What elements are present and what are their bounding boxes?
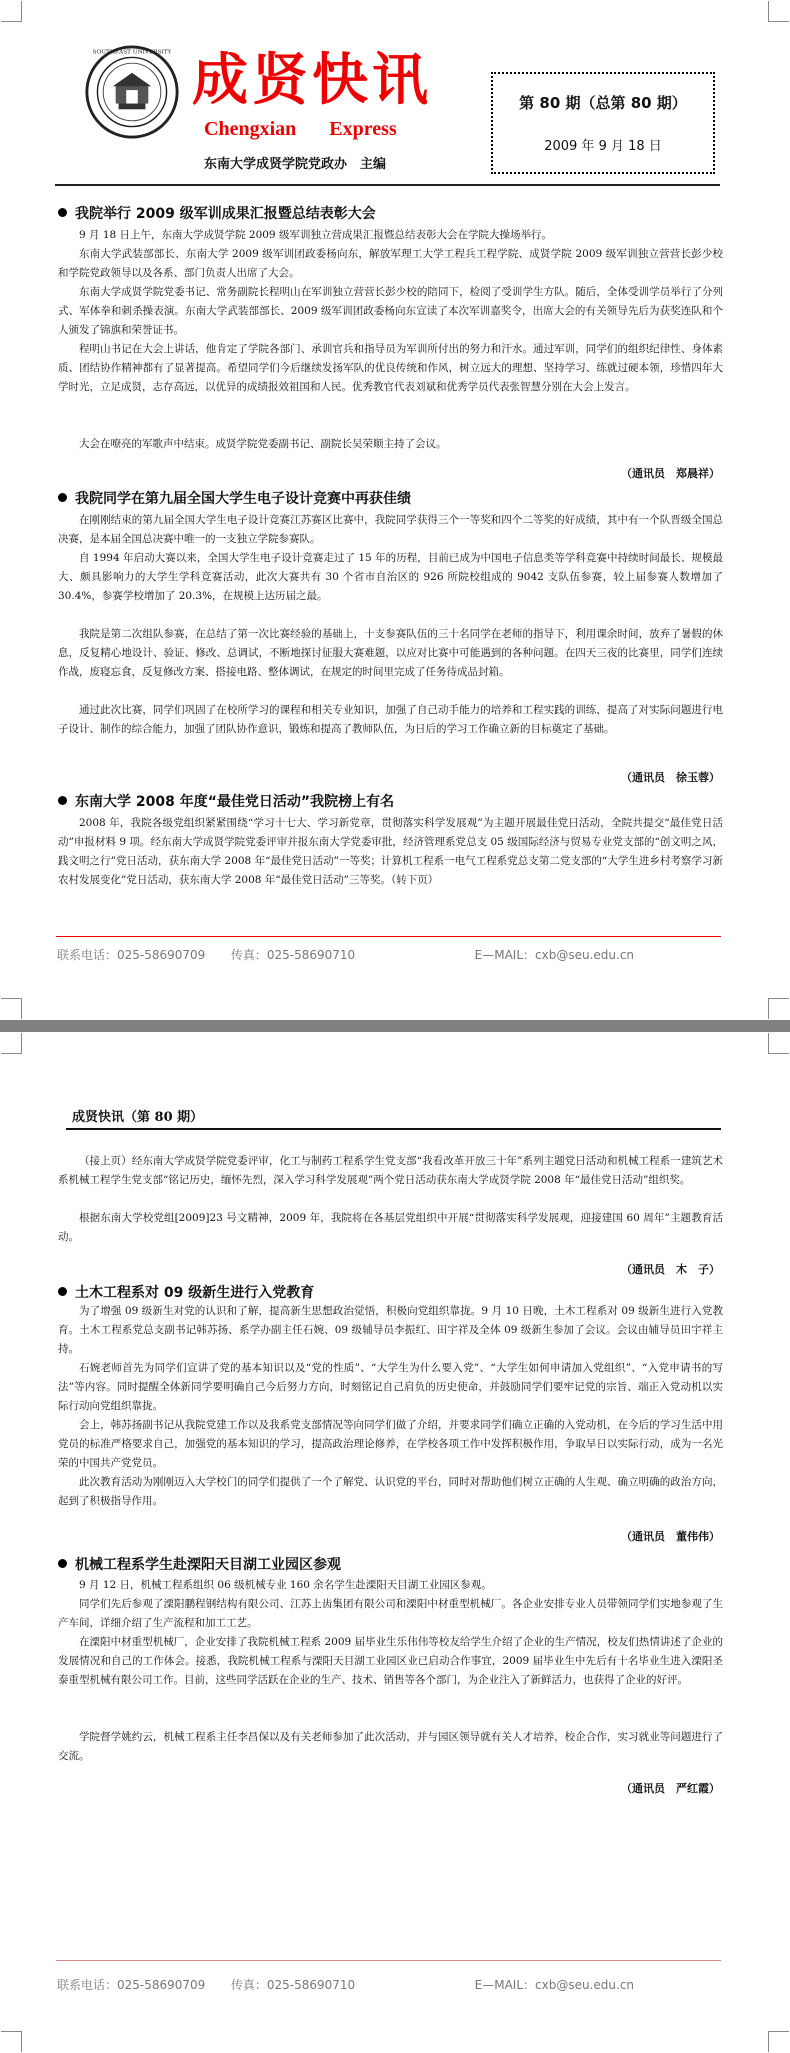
article-paragraph: 根据东南大学校党组[2009]23 号文精神，2009 年，我院将在各基层党组织中开展“贯彻落实科学发展观，迎接建国 60 周年”主题教育活动。	[58, 1212, 723, 1243]
issue-date: 2009 年 9 月 18 日	[544, 139, 662, 154]
page-footer	[57, 946, 634, 963]
crop-mark	[768, 2031, 789, 2052]
headline-text: 我院举行 2009 级军训成果汇报暨总结表彰大会	[75, 206, 376, 222]
article-paragraph: 会上，韩苏扬副书记从我院党建工作以及我系党支部情况等向同学们做了介绍，并要求同学们确立正确的入党动机，在今后的学习生活中用党员的标准严格要求自己，加强党的基本知识的学习，提高政治理论修养，在学校各项工作中发挥积极作用，争取早日以实际行动，成为一名光荣的中国共产党党员。	[58, 1419, 723, 1469]
issue-number: 第 80 期（总第 80 期）	[519, 94, 687, 112]
svg-text:SOUTHEAST UNIVERSITY: SOUTHEAST UNIVERSITY	[92, 49, 172, 56]
footer-email: E—MAIL：cxb@seu.edu.cn	[474, 1978, 635, 1992]
issue-info-box	[491, 72, 715, 174]
crop-mark	[768, 998, 789, 1019]
page-1	[0, 0, 790, 1020]
article-paragraph: 在刚刚结束的第九届全国大学生电子设计竞赛江苏赛区比赛中，我院同学获得三个一等奖和四个二等奖的好成绩，其中有一个队晋级全国总决赛，是本届全国总决赛中唯一的一支独立学院参赛队。	[58, 514, 723, 545]
article-headline	[58, 791, 394, 811]
article-byline: （通讯员 董伟伟）	[621, 1530, 720, 1543]
bullet-icon	[58, 796, 67, 805]
article-byline: （通讯员 木 子）	[621, 1263, 720, 1276]
article-paragraph: 我院是第二次组队参赛，在总结了第一次比赛经验的基础上，十支参赛队伍的三十名同学在老师的指导下，利用课余时间，放弃了暑假的休息，反复精心地设计、验证、修改、总调试，不断地探讨征服大赛难题，以应对比赛中可能遇到的各种问题。在四天三夜的比赛里，同学们连续作战，废寝忘食，反复修改方案、搭接电路、整体调试，在规定的时间里完成了任务待成品封箱。	[58, 628, 723, 678]
headline-text: 机械工程系学生赴溧阳天目湖工业园区参观	[75, 1557, 341, 1573]
bullet-icon	[58, 493, 67, 502]
article-headline	[58, 1554, 341, 1574]
crop-mark	[768, 1033, 789, 1054]
crop-mark	[1, 1033, 22, 1054]
article-headline	[58, 488, 411, 508]
article-paragraph: 程明山书记在大会上讲话，他肯定了学院各部门、承训官兵和指导员为军训所付出的努力和汗水。通过军训，同学们的组织纪律性、身体素质、团结协作精神都有了显著提高。希望同学们今后继续发扬军队的优良传统和作风，树立远大的理想、坚持学习、练就过硬本领，珍惜四年大学时光，立足成贤，志存高远，以优异的成绩报效祖国和人民。优秀教官代表刘斌和优秀学员代表张智慧分别在大会上发言。	[58, 343, 723, 393]
article-paragraph: 学院督学姚约云，机械工程系主任李昌保以及有关老师参加了此次活动，并与园区领导就有关人才培养，校企合作，实习就业等问题进行了交流。	[58, 1731, 723, 1762]
footer-email: E—MAIL：cxb@seu.edu.cn	[474, 948, 635, 962]
article-paragraph: 大会在嘹亮的军歌声中结束。成贤学院党委副书记、副院长吴荣顺主持了会议。	[79, 438, 447, 450]
footer-fax: 传真：025-58690710	[230, 1978, 356, 1992]
university-seal-logo	[84, 44, 180, 140]
article-paragraph: 同学们先后参观了溧阳鹏程钢结构有限公司、江苏上齿集团有限公司和溧阳中材重型机械厂。各企业安排专业人员带领同学们实地参观了生产车间，详细介绍了生产流程和加工工艺。	[58, 1598, 723, 1629]
article-paragraph: 石婉老师首先为同学们宣讲了党的基本知识以及“党的性质”、“大学生为什么要入党”、“大学生如何申请加入党组织”、“入党申请书的写法”等内容。同时提醒全体新同学要明确自己今后努力方向，时刻铭记自己肩负的历史使命，并鼓励同学们要牢记党的宗旨、端正入党动机以实际行动向党组织靠拢。	[58, 1362, 723, 1412]
article-byline: （通讯员 徐玉蓉）	[621, 771, 720, 784]
headline-text: 土木工程系对 09 级新生进行入党教育	[75, 1285, 315, 1301]
article-paragraph: （接上页）经东南大学成贤学院党委评审，化工与制药工程系学生党支部“我看改革开放三十年”系列主题党日活动和机械工程系一建筑艺术系机械工程学生党支部“铭记历史，缅怀先烈，深入学习科学发展观”两个党日活动获东南大学成贤学院 2008 年“最佳党日活动”组织奖。	[58, 1155, 723, 1186]
article-paragraph: 通过此次比赛，同学们巩固了在校所学习的课程和相关专业知识，加强了自己动手能力的培养和工程实践的训练，提高了对实际问题进行电子设计、制作的综合能力，加强了团队协作意识，锻炼和提高了教师队伍，为日后的学习工作确立新的目标奠定了基础。	[58, 704, 723, 735]
crop-mark	[1, 998, 22, 1019]
crop-mark	[768, 1, 789, 22]
article-headline	[58, 1282, 314, 1302]
footer-phone: 联系电话：025-58690709	[57, 948, 206, 962]
article-paragraph: 此次教育活动为刚刚迈入大学校门的同学们提供了一个了解党、认识党的平台，同时对帮助他们树立正确的人生观、确立明确的政治方向，起到了积极指导作用。	[58, 1476, 723, 1507]
article-headline	[58, 203, 376, 223]
page-footer	[57, 1976, 634, 1993]
article-paragraph: 9 月 12 日，机械工程系组织 06 级机械专业 160 余名学生赴溧阳天目湖工业园区参观。	[79, 1579, 492, 1591]
footer-rule	[56, 1960, 721, 1961]
crop-mark	[1, 2031, 22, 2052]
article-paragraph: 东南大学武装部部长、东南大学 2009 级军训团政委杨向东，解放军理工大学工程兵工程学院、成贤学院 2009 级军训独立营营长彭少校和学院党政领导以及各系、部门负责人出席了大会。	[58, 248, 723, 279]
masthead-rule	[55, 184, 720, 186]
footer-fax: 传真：025-58690710	[230, 948, 356, 962]
bullet-icon	[58, 1559, 67, 1568]
article-paragraph: 2008 年，我院各级党组织紧紧围绕“学习十七大、学习新党章，贯彻落实科学发展观”为主题开展最佳党日活动，全院共提交“最佳党日活动”申报材料 9 项。经东南大学成贤学院党委评审并报东南大学党委审批，经济管理系党总支 05 级国际经济与贸易专业党支部的“创文明之风，践文明之行”党日活动，获东南大学 2008 年“最佳党日活动”一等奖；计算机工程系一电气工程系党总支第二党支部的“大学生进乡村考察学习新农村发展变化”党日活动，获东南大学 2008 年“最佳党日活动”三等奖。（转下页）	[58, 817, 723, 886]
running-head-rule	[66, 1128, 721, 1130]
masthead-subtitle: Chengxian Express	[204, 118, 397, 140]
bullet-icon	[58, 208, 67, 217]
crop-mark	[1, 1, 22, 22]
article-paragraph: 在溧阳中材重型机械厂，企业安排了我院机械工程系 2009 届毕业生乐伟伟等校友给学生介绍了企业的生产情况，校友们热情讲述了企业的发展情况和自己的工作体会。接悉，我院机械工程系与溧阳天目湖工业园区业已启动合作事宜，2009 届毕业生中先后有十名毕业生进入溧阳圣泰重型机械有限公司工作。目前，这些同学活跃在企业的生产、技术、销售等各个部门，为企业注入了新鲜活力，也获得了企业的好评。	[58, 1636, 723, 1686]
footer-phone: 联系电话：025-58690709	[57, 1978, 206, 1992]
running-head: 成贤快讯（第 80 期）	[72, 1110, 204, 1125]
masthead-title: 成贤快讯	[192, 47, 432, 113]
article-paragraph: 东南大学成贤学院党委书记、常务副院长程明山在军训独立营营长彭少校的陪同下，检阅了受训学生方队。随后，全体受训学员举行了分列式、军体拳和刺杀操表演。东南大学武装部部长、2009 级军训团政委杨向东宣读了本次军训嘉奖令，出席大会的有关领导先后为获奖连队和个人颁发了锦旗和荣誉证书。	[58, 286, 723, 336]
footer-rule	[56, 936, 721, 937]
masthead-editor: 东南大学成贤学院党政办 主编	[204, 157, 387, 172]
article-paragraph: 为了增强 09 级新生对党的认识和了解，提高新生思想政治觉悟，积极向党组织靠拢。9 月 10 日晚，土木工程系对 09 级新生进行入党教育。土木工程系党总支副书记韩苏扬、系学办副主任石婉、09 级辅导员李振红、田宇祥及全体 09 级新生参加了会议。会议由辅导员田宇祥主持。	[58, 1305, 723, 1355]
article-paragraph: 9 月 18 日上午，东南大学成贤学院 2009 级军训独立营成果汇报暨总结表彰大会在学院大操场举行。	[79, 229, 552, 241]
article-paragraph: 自 1994 年启动大赛以来，全国大学生电子设计竞赛走过了 15 年的历程，目前已成为中国电子信息类等学科竞赛中持续时间最长、规模最大、颇具影响力的大学生学科竞赛活动，此次大赛共有 30 个省市自治区的 926 所院校组成的 9042 支队伍参赛，较上届参赛人数增加了 30.4%，参赛学校增加了 20.3%，在规模上达历届之最。	[58, 552, 723, 602]
article-byline: （通讯员 严红霞）	[621, 1782, 720, 1795]
article-byline: （通讯员 郑晨祥）	[621, 467, 720, 480]
headline-text: 我院同学在第九届全国大学生电子设计竞赛中再获佳绩	[75, 491, 411, 507]
headline-text: 东南大学 2008 年度“最佳党日活动”我院榜上有名	[75, 794, 395, 810]
bullet-icon	[58, 1287, 67, 1296]
